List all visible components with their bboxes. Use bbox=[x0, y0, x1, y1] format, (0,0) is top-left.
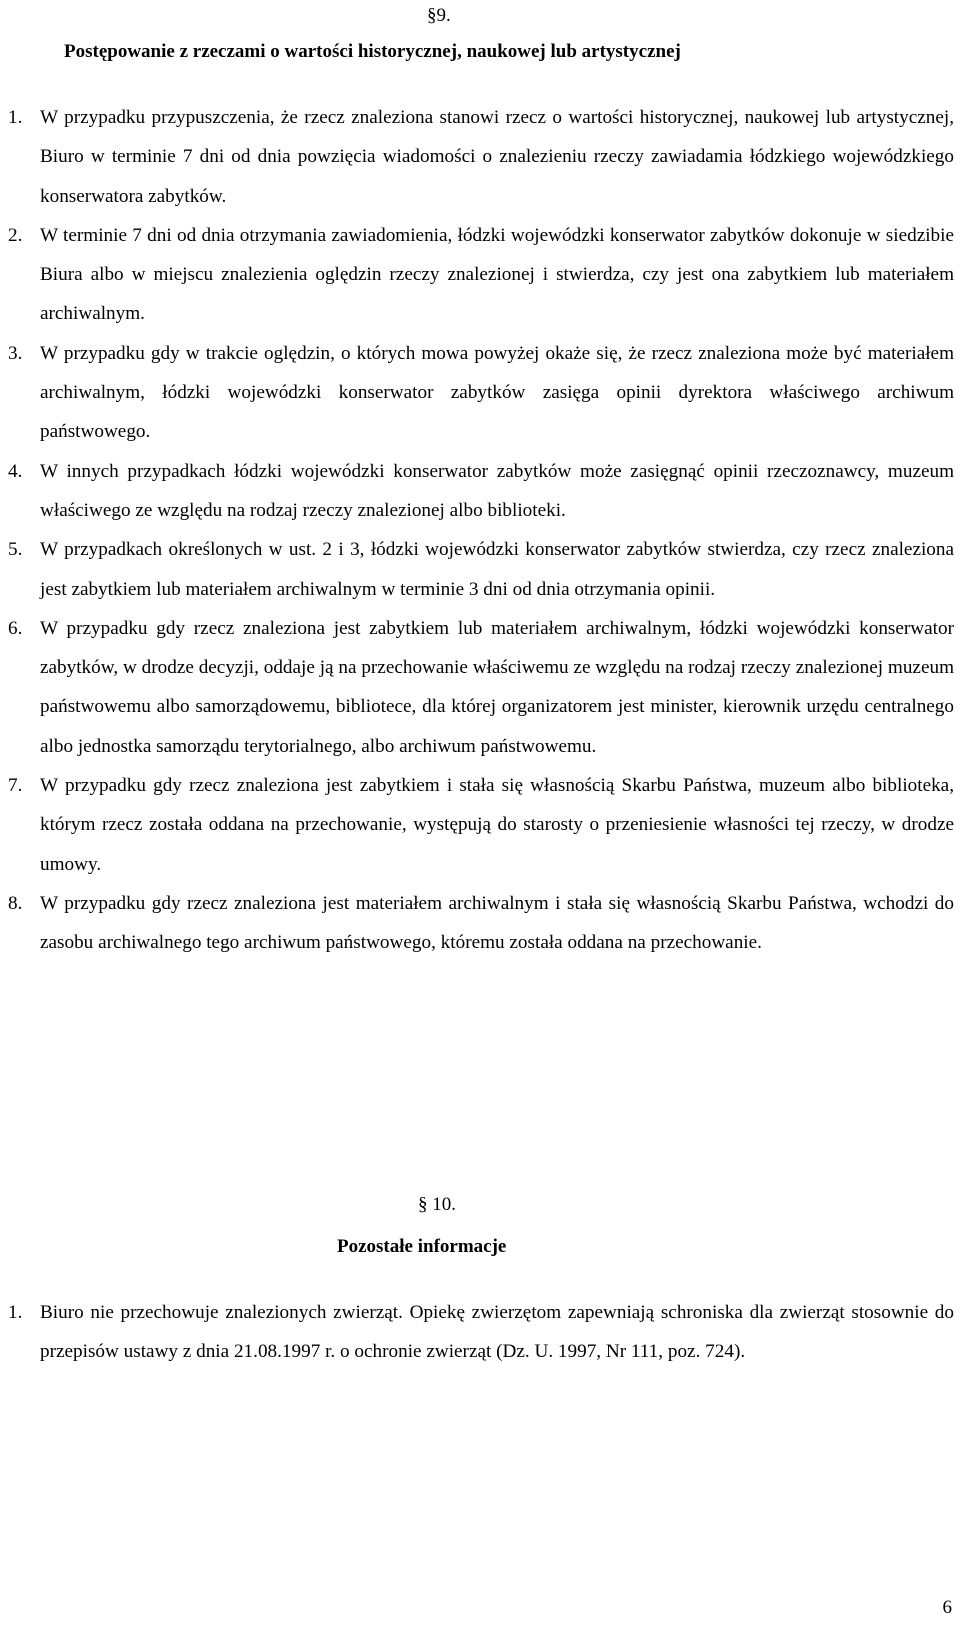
section-10-list bbox=[0, 1293, 960, 1372]
list-item bbox=[0, 98, 960, 216]
item-number: 3. bbox=[8, 342, 23, 364]
item-number: 5. bbox=[8, 539, 23, 561]
item-text: W przypadkach określonych w ust. 2 i 3, łódzki wojewódzki konserwator zabytków stwierdza, czy rzecz znaleziona jest zabytkiem lub materiałem archiwalnym w terminie 3 dni od dnia otrzymania opinii. bbox=[40, 539, 954, 600]
page-number: 6 bbox=[942, 1597, 952, 1618]
item-number: 2. bbox=[8, 224, 23, 246]
item-number: 7. bbox=[8, 775, 23, 797]
item-text: W przypadku gdy rzecz znaleziona jest zabytkiem lub materiałem archiwalnym, łódzki wojewódzki konserwator zabytków, w drodze decyzji, oddaje ją na przechowanie właściwemu ze względu na rodzaj rzeczy znalezionej muzeum państwowemu albo samorządowemu, bibliotece, dla której organizatorem jest minister, kierownik urzędu centralnego albo jednostka samorządu terytorialnego, albo archiwum państwowemu. bbox=[40, 617, 954, 757]
item-number: 6. bbox=[8, 617, 23, 639]
list-item bbox=[0, 609, 960, 766]
item-text: W terminie 7 dni od dnia otrzymania zawiadomienia, łódzki wojewódzki konserwator zabytków dokonuje w siedzibie Biura albo w miejscu znalezienia oględzin rzeczy znalezionej i stwierdza, czy jest ona zabytkiem lub materiałem archiwalnym. bbox=[40, 224, 954, 325]
item-text: W przypadku gdy rzecz znaleziona jest materiałem archiwalnym i stała się własnością Skarbu Państwa, wchodzi do zasobu archiwalnego tego archiwum państwowego, któremu została oddana na przechowanie. bbox=[40, 892, 954, 954]
list-item bbox=[0, 530, 960, 609]
item-number: 8. bbox=[8, 892, 23, 914]
item-number: 4. bbox=[8, 460, 23, 482]
item-text: W przypadku gdy rzecz znaleziona jest zabytkiem i stała się własnością Skarbu Państwa, muzeum albo biblioteka, którym rzecz została oddana na przechowanie, występują do starosty o przeniesienie własności tej rzeczy, w drodze umowy. bbox=[40, 775, 954, 875]
list-item bbox=[0, 1293, 960, 1372]
item-text: W przypadku gdy w trakcie oględzin, o których mowa powyżej okaże się, że rzecz znaleziona może być materiałem archiwalnym, łódzki wojewódzki konserwator zabytków zasięga opinii dyrektora właściwego archiwum państwowego. bbox=[40, 342, 954, 443]
section-10-title: Pozostałe informacje bbox=[337, 1236, 507, 1257]
list-item bbox=[0, 334, 960, 452]
list-item bbox=[0, 884, 960, 963]
section-9-title: Postępowanie z rzeczami o wartości historycznej, naukowej lub artystycznej bbox=[64, 41, 681, 62]
item-text: W innych przypadkach łódzki wojewódzki konserwator zabytków może zasięgnąć opinii rzeczoznawcy, muzeum właściwego ze względu na rodzaj rzeczy znalezionej albo biblioteki. bbox=[40, 460, 954, 521]
list-item bbox=[0, 452, 960, 531]
section-9-mark: §9. bbox=[427, 5, 451, 26]
item-number: 1. bbox=[8, 1302, 23, 1323]
list-item bbox=[0, 216, 960, 334]
item-text: Biuro nie przechowuje znalezionych zwierząt. Opiekę zwierzętom zapewniają schroniska dla zwierząt stosownie do przepisów ustawy z dnia 21.08.1997 r. o ochronie zwierząt (Dz. U. 1997, Nr 111, poz. 724). bbox=[40, 1302, 954, 1363]
section-10-mark: § 10. bbox=[418, 1194, 456, 1215]
section-9-list bbox=[0, 98, 960, 963]
list-item bbox=[0, 766, 960, 884]
item-text: W przypadku przypuszczenia, że rzecz znaleziona stanowi rzecz o wartości historycznej, naukowej lub artystycznej, Biuro w terminie 7 dni od dnia powzięcia wiadomości o znalezieniu rzeczy zawiadamia łódzkiego wojewódzkiego konserwatora zabytków. bbox=[40, 107, 954, 207]
item-number: 1. bbox=[8, 107, 23, 128]
